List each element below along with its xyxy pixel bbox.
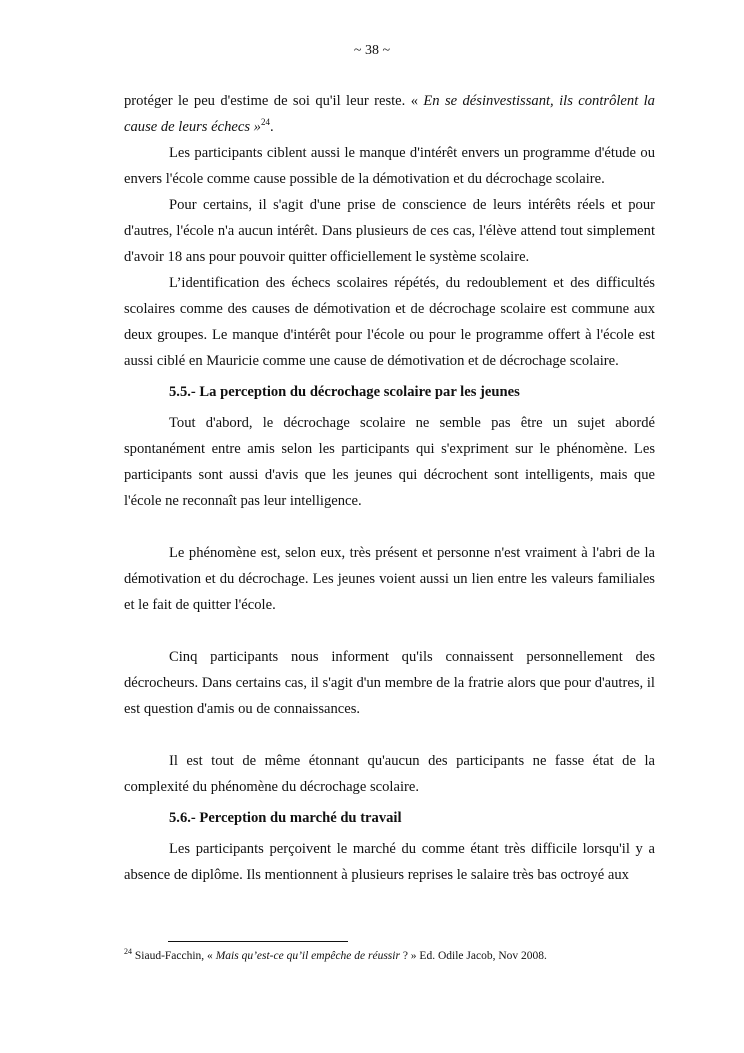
page-number: ~ 38 ~ bbox=[353, 43, 391, 58]
section-heading-5-5: 5.5.- La perception du décrochage scolaire par les jeunes bbox=[169, 384, 520, 400]
paragraph-6: Le phénomène est, selon eux, très présent et personne n'est vraiment à l'abri de la démotivation et du décrochage. Les jeunes voient aussi un lien entre les valeurs familiales et le fait de quitter l'école. bbox=[124, 545, 655, 613]
quote-close: » bbox=[250, 119, 261, 135]
paragraph-5: Tout d'abord, le décrochage scolaire ne semble pas être un sujet abordé spontanément entre amis selon les participants qui s'expriment sur le phénomène. Les participants sont aussi d'avis que les jeunes qui décrochent sont intelligents, mais que l'école ne reconnaît pas leur intelligence. bbox=[124, 415, 655, 509]
paragraph-9: Les participants perçoivent le marché du comme étant très difficile lorsqu'il y a absence de diplôme. Ils mentionnent à plusieurs reprises le salaire très bas octroyé aux bbox=[124, 841, 655, 883]
footnote-reference[interactable]: 24 bbox=[260, 117, 270, 128]
footnote-title: Mais qu’est-ce qu’il empêche de réussir bbox=[215, 950, 400, 962]
footnote-publisher: ? » Ed. Odile Jacob, Nov 2008. bbox=[399, 950, 547, 962]
paragraph-4: L’identification des échecs scolaires répétés, du redoublement et des difficultés scolaires comme des causes de démotivation et de décrochage scolaire est commune aux deux groupes. Le manque d'intérêt pour l'école ou pour le programme offert à l'école est aussi ciblé en Mauricie comme une cause de démotivation et de décrochage scolaire. bbox=[124, 275, 655, 369]
paragraph-7: Cinq participants nous informent qu'ils connaissent personnellement des décrocheurs. Dans certains cas, il s'agit d'un membre de la fratrie alors que pour d'autres, il est question d'amis ou de connaissances. bbox=[124, 649, 655, 717]
paragraph-1 bbox=[124, 88, 655, 140]
section-heading-5-6: 5.6.- Perception du marché du travail bbox=[169, 810, 402, 826]
footnote-number: 24 bbox=[124, 947, 132, 957]
paragraph-2: Les participants ciblent aussi le manque d'intérêt envers un programme d'étude ou envers l'école comme cause possible de la démotivation et du décrochage scolaire. bbox=[124, 145, 655, 187]
quote-italic: En se désinvestissant, ils contrôlent la cause de leurs échecs bbox=[124, 93, 655, 135]
footnote-separator bbox=[168, 941, 348, 942]
footnote-author: Siaud-Facchin, « bbox=[132, 950, 216, 962]
paragraph-1-start: protéger le peu d'estime de soi qu'il leur reste. « bbox=[124, 93, 424, 109]
paragraph-8: Il est tout de même étonnant qu'aucun des participants ne fasse état de la complexité du phénomène du décrochage scolaire. bbox=[124, 753, 655, 795]
paragraph-3: Pour certains, il s'agit d'une prise de conscience de leurs intérêts réels et pour d'autres, l'école n'a aucun intérêt. Dans plusieurs de ces cas, l'élève attend tout simplement d'avoir 18 ans pour pouvoir quitter officiellement le système scolaire. bbox=[124, 197, 655, 265]
body-text bbox=[124, 88, 655, 888]
paragraph-1-end: . bbox=[269, 119, 274, 135]
footnote bbox=[124, 948, 684, 964]
